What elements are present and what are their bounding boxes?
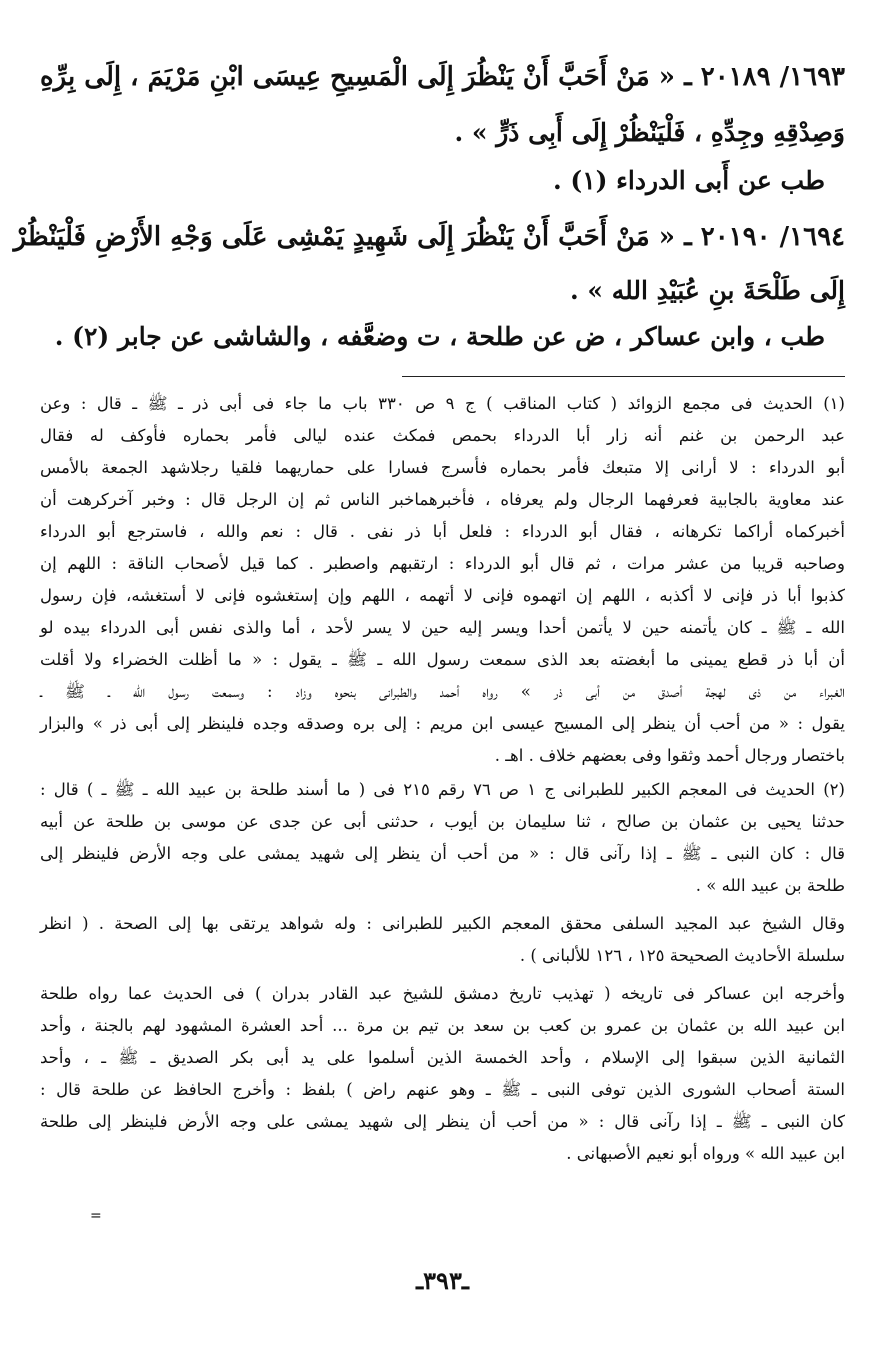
hadith-1693-line-1: ١٦٩٣/ ٢٠١٨٩ ـ « مَنْ أَحَبَّ أَنْ يَنْظُرَ إِلَى الْمَسِيحِ عِيسَى ابْنِ مَرْيَمَ ، إِلَى بِرِّهِ [40, 62, 845, 92]
footnote-separator [402, 376, 845, 377]
footnote-2-line: قال : كان النبى ـ ﷺ ـ إذا رآنى قال : « من أحب أن ينظر إلى شهيد يمشى على وجه الأرض فلينظر إلى [40, 844, 845, 863]
footnote-1-line: (١) الحديث فى مجمع الزوائد ( كتاب المناقب ) ج ٩ ص ٣٣٠ باب ما جاء فى أبى ذر ـ ﷺ ـ قال : وعن [40, 394, 845, 413]
footnote-2-asakir-line: الستة أصحاب الشورى الذين توفى النبى ـ ﷺ ـ وهو عنهم راض ) بلفظ : وأخرج الحافظ عن طلحة قال : [40, 1080, 845, 1099]
footnote-2-asakir-line: وأخرجه ابن عساكر فى تاريخه ( تهذيب تاريخ دمشق للشيخ عبد القادر بدران ) فى الحديث عما رواه طلحة [40, 984, 845, 1003]
footnote-2-note-line: وقال الشيخ عبد المجيد السلفى محقق المعجم الكبير للطبرانى : وله شواهد يرتقى بها إلى الصحة . ( انظر [40, 914, 845, 933]
footnote-1-line: أبو الدرداء : لا أرانى إلا متبعك فأمر بحماره فأسرج فسارا على حماريهما فلقيا رجلاشهد الجمعة بالأمس [40, 458, 845, 477]
footnote-1-line: أن أبا ذر قطع يمينى ما أبغضته بعد الذى سمعت رسول الله ـ ﷺ ـ يقول : « ما أظلت الخضراء ولا أقلت [40, 650, 845, 669]
hadith-1693-line-2: وَصِدْقِهِ وجِدِّهِ ، فَلْيَنْظُرْ إِلَى أَبِى ذَرٍّ » . [454, 118, 845, 147]
footnote-1-line: الله ـ ﷺ ـ كان يأتمنه حين لا يأتمن أحدا ويسر إليه حين لا يسر لأحد ، أما والذى نفس أبى الدرداء بيده لو [40, 618, 845, 637]
footnote-2-line: (٢) الحديث فى المعجم الكبير للطبرانى ج ١ ص ٧٦ رقم ٢١٥ فى ( ما أسند طلحة بن عبيد الله ـ ﷺ ـ ) قال : [40, 780, 845, 799]
footnote-1-line: وصاحبه قريبا من عشر مرات ، ثم قال أبو الدرداء : ارتقبهم واصطبر . كما قيل لأصحاب الناقة : اللهم إن [40, 554, 845, 573]
hadith-1694-source: طب ، وابن عساكر ، ض عن طلحة ، ت وضعَّفه ، والشاشى عن جابر (٢) . [54, 322, 825, 351]
footnote-2-asakir-line: الثمانية الذين سبقوا إلى الإسلام ، وأحد الخمسة الذين أسلموا على يد أبى بكر الصديق ـ ﷺ ـ ، وأحد [40, 1048, 845, 1067]
footnote-1-line: الغبراء من ذى لهجة أصدق من أبى ذر » رواه أحمد والطبرانى بنحوه وزاد : وسمعت رسول الله ـ ﷺ ـ [40, 682, 845, 701]
footnote-1-line: عند معاوية بالجابية فعرفهما الرجال ولم يعرفاه ، فأخبرهماخبر الناس ثم إن الرجل قال : وخبر آخركرهت أن [40, 490, 845, 509]
footnote-1-line: باختصار ورجال أحمد وثقوا وفى بعضهم خلاف . اهـ . [494, 746, 845, 765]
footnote-2-note-line: سلسلة الأحاديث الصحيحة ١٢٥ ، ١٢٦ للألبانى ) . [519, 946, 845, 965]
footnote-2-asakir-line: ابن عبيد الله بن عثمان بن عمرو بن كعب بن سعد بن تيم بن مرة ... أحد العشرة المشهود لهم بالجنة ، وأحد [40, 1016, 845, 1035]
footnote-2-asakir-line: ابن عبيد الله » ورواه أبو نعيم الأصبهانى . [566, 1144, 845, 1163]
footnote-2-line: طلحة بن عبيد الله » . [695, 876, 845, 895]
footnote-1-line: عبد الرحمن بن غنم أنه زار أبا الدرداء بحمص فمكث عنده ليالى فأمر بحماره فأوكف له فقال [40, 426, 845, 445]
book-page [13, 0, 845, 1360]
footnote-1-line: أخبركماه أراكما تكرهانه ، فقال أبو الدرداء : فلعل أبا ذر نفى . قال : نعم والله ، فاسترجع أبو الدرداء [40, 522, 845, 541]
footnote-2-line: حدثنا يحيى بن عثمان بن صالح ، ثنا سليمان بن أيوب ، حدثنى أبى عن جدى عن موسى بن طلحة عن أبيه [40, 812, 845, 831]
hadith-1694-line-1: ١٦٩٤/ ٢٠١٩٠ ـ « مَنْ أَحَبَّ أَنْ يَنْظُرَ إِلَى شَهِيدٍ يَمْشِى عَلَى وَجْهِ الأَرْضِ فَلْيَنْظُرْ [13, 222, 845, 252]
footnote-1-line: يقول : « من أحب أن ينظر إلى المسيح عيسى ابن مريم : إلى بره وصدقه وجده فلينظر إلى أبى ذر » والبزار [40, 714, 845, 733]
page-number: ـ٣٩٣ـ [416, 1266, 469, 1295]
footnote-1-line: كذبوا أبا ذر فإنى لا أكذبه ، اللهم إن اتهموه فإنى لا أتهمه ، اللهم وإن إستغشوه فإنى لا أستغشه، فإن رسول [40, 586, 845, 605]
continuation-marker: = [90, 1208, 102, 1224]
hadith-1693-source: طب عن أَبى الدرداء (١) . [552, 166, 825, 195]
hadith-1694-line-2: إِلَى طَلْحَةَ بنِ عُبَيْدِ الله » . [569, 276, 845, 305]
footnote-2-asakir-line: كان النبى ـ ﷺ ـ إذا رآنى قال : « من أحب أن ينظر إلى شهيد يمشى على وجه الأرض فلينظر إلى طلحة [40, 1112, 845, 1131]
